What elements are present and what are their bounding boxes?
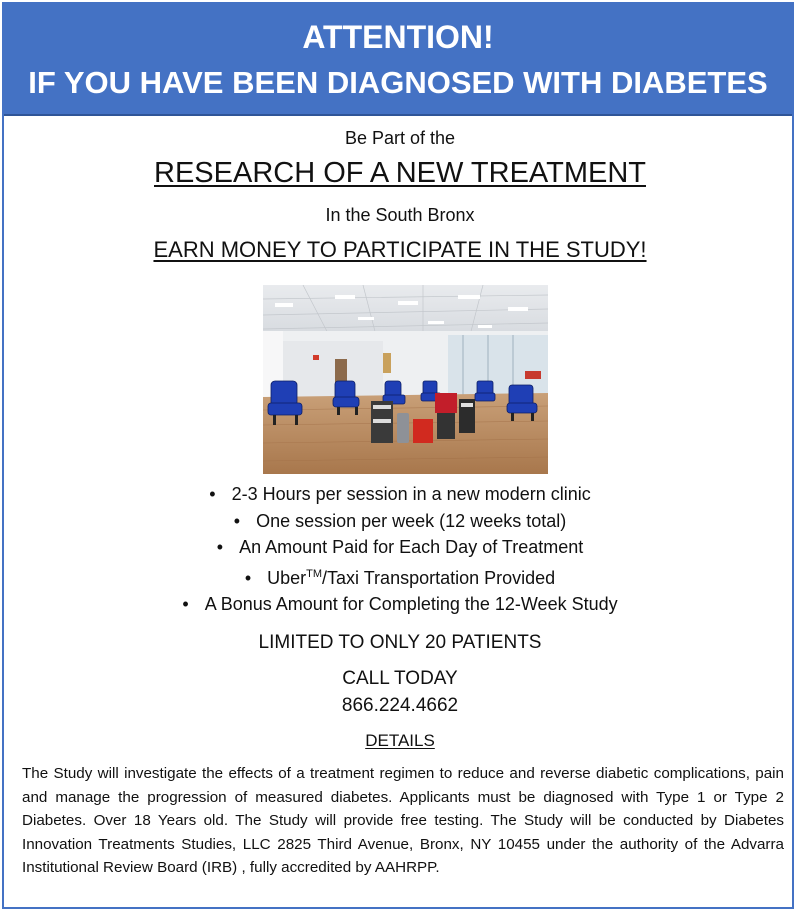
bullet-icon: •: [216, 537, 224, 557]
banner-subtitle: IF YOU HAVE BEEN DIAGNOSED WITH DIABETES: [28, 65, 768, 100]
list-item: [0, 591, 800, 618]
clinic-photo: [263, 285, 548, 474]
benefit-payment: An Amount Paid for Each Day of Treatment: [239, 537, 584, 557]
bullet-icon: •: [209, 484, 216, 504]
benefit-transport-post: /Taxi Transportation Provided: [322, 567, 556, 588]
limited-notice: LIMITED TO ONLY 20 PATIENTS: [258, 632, 542, 653]
bullet-icon: •: [244, 567, 252, 588]
benefit-bonus: A Bonus Amount for Completing the 12-Week Study: [204, 594, 618, 614]
list-item: [0, 508, 800, 535]
header-banner: [4, 4, 792, 116]
benefit-transport-pre: Uber: [267, 567, 307, 588]
benefit-frequency: One session per week (12 weeks total): [256, 510, 567, 531]
list-item: [0, 561, 800, 592]
call-today: CALL TODAY: [342, 668, 458, 689]
research-heading: RESEARCH OF A NEW TREATMENT: [154, 157, 646, 189]
benefits-list: [0, 481, 800, 618]
phone-number: 866.224.4662: [341, 695, 459, 716]
banner-title: ATTENTION!: [302, 19, 494, 55]
trademark-mark: TM: [306, 567, 323, 580]
benefit-session-length: 2-3 Hours per session in a new modern clinic: [231, 484, 591, 504]
list-item: [0, 481, 800, 508]
location-text: In the South Bronx: [325, 205, 475, 225]
earn-money-heading: EARN MONEY TO PARTICIPATE IN THE STUDY!: [153, 237, 647, 262]
list-item: [0, 534, 800, 561]
details-heading: DETAILS: [365, 731, 435, 750]
details-paragraph: The Study will investigate the effects of a treatment regimen to reduce and reverse diabetic complications, pain and manage the progression of measured diabetes. Applicants must be diagnosed with Type 1 or Type 2 Diabetes. Over 18 Years old. The Study will provide free testing. The Study will be conducted by Diabetes Innovation Treatments Studies, LLC 2825 Third Avenue, Bronx, NY 10455 under the authority of the Advarra Institutional Review Board (IRB) , fully accredited by AAHRPP.: [22, 765, 784, 877]
intro-be-part: Be Part of the: [344, 128, 456, 148]
bullet-icon: •: [182, 594, 189, 614]
bullet-icon: •: [233, 510, 241, 531]
